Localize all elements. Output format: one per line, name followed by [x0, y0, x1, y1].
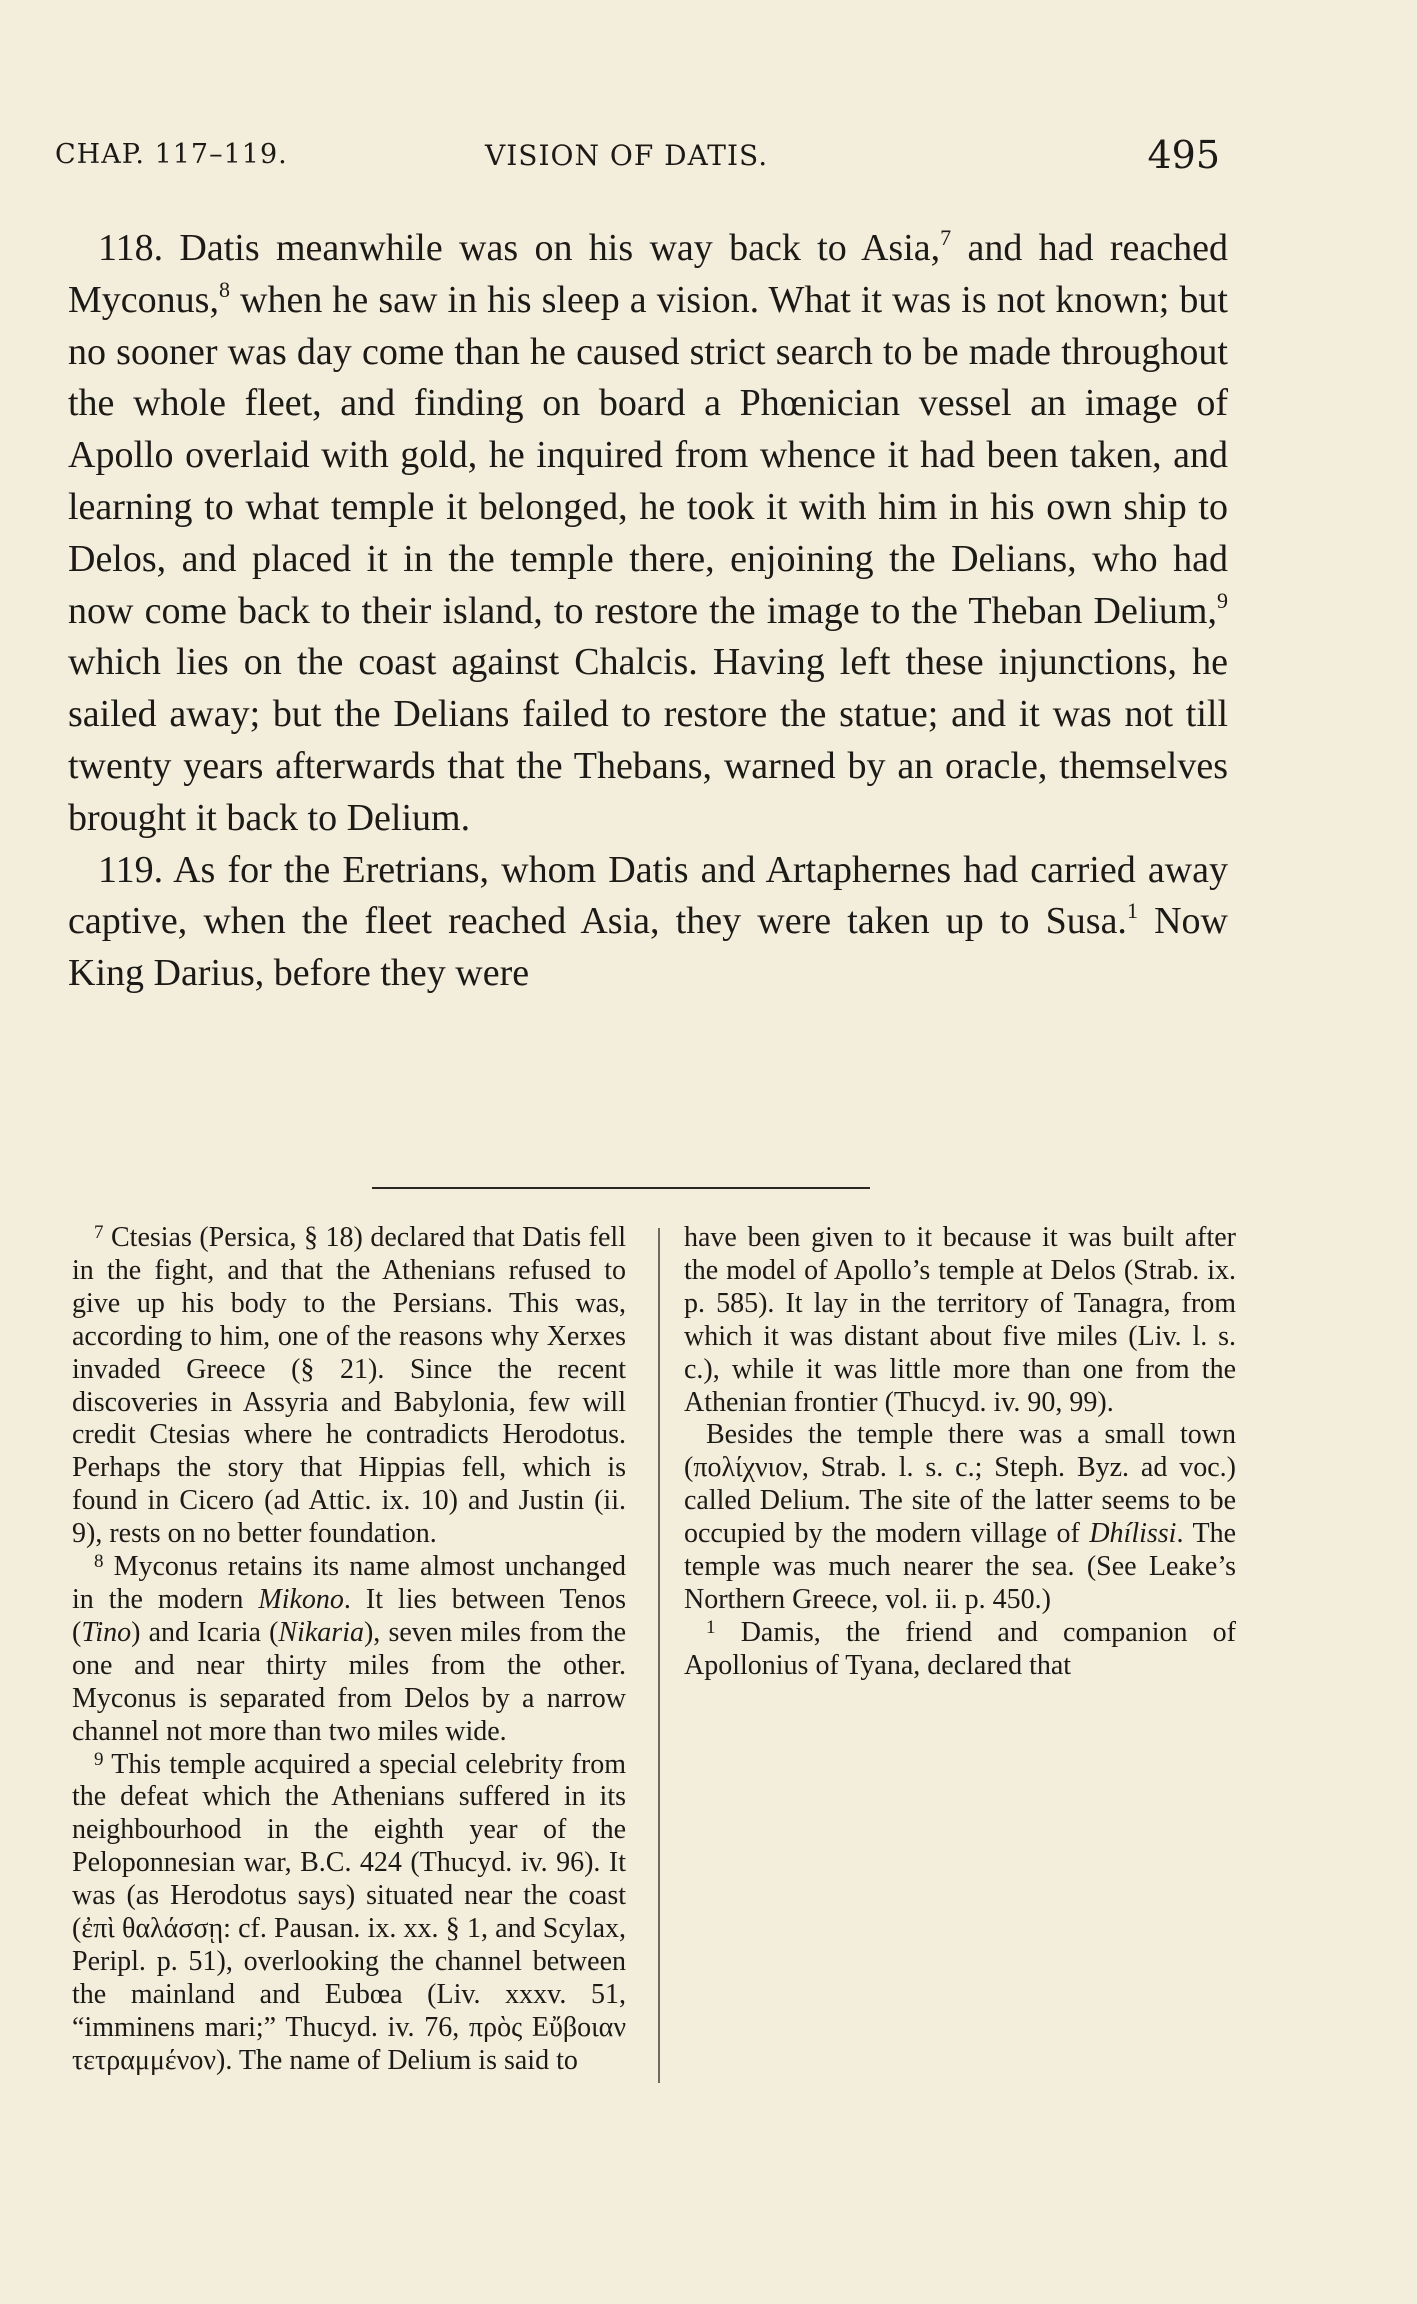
footnote-9-overflow: have been given to it because it was built after the model of Apollo’s temple at Delos (Strab. ix. p. 585). It lay in the territory of Tanagra, from which it was distant about five miles (Liv. l. s. c.), while it was little more than one from the Athenian frontier (Thucyd. iv. 90, 99).: [684, 1222, 1236, 1418]
footnote-7: $^7$ Ctesias (Persica, § 18) declared that Datis fell in the fight, and that the Athenians refused to give up his body to the Persians. This was, according to him, one of the reasons why Xerxes invaded Greece (§ 21). Since the recent discoveries in Assyria and Babylonia, few will credit Ctesias where he contradicts Herodotus. Perhaps the story that Hippias fell, which is found in Cicero (ad Attic. ix. 10) and Justin (ii. 9), rests on no better foundation.: [72, 1222, 626, 1550]
column-divider: [658, 1228, 660, 2083]
footnotes-right-column: [684, 1222, 1236, 1683]
footnote-divider: [372, 1187, 870, 1189]
chapter-reference: CHAP. 117–119.: [55, 139, 288, 170]
footnote-9-continued: Besides the temple there was a small town (πολίχνιον, Strab. l. s. c.; Steph. Byz. ad voc.) called Delium. The site of the latter seems to be occupied by the modern village of Dhílissi. The temple was much nearer the sea. (See Leake’s Northern Greece, vol. ii. p. 450.): [684, 1419, 1236, 1615]
footnote-8: $^8$ Myconus retains its name almost unchanged in the modern Mikono. It lies between Tenos (Tino) and Icaria (Nikaria), seven miles from the one and near thirty miles from the other. Myconus is separated from Delos by a narrow channel not more than two miles wide.: [72, 1551, 627, 1747]
main-text: [68, 223, 1228, 1000]
footnote-1: $^1$ Damis, the friend and companion of Apollonius of Tyana, declared that: [684, 1616, 1236, 1681]
footnote-marker-9: 9: [1217, 587, 1228, 613]
footnotes-left-column: [72, 1222, 626, 2078]
page-heading: VISION OF DATIS.: [485, 139, 769, 172]
footnote-marker-8: 8: [218, 276, 230, 302]
footnote-9: $^9$ This temple acquired a special celebrity from the defeat which the Athenians suffered in its neighbourhood in the eighth year of the Peloponnesian war, B.C. 424 (Thucyd. iv. 96). It was (as Herodotus says) situated near the coast (ἐπὶ θαλάσσῃ: cf. Pausan. ix. xx. § 1, and Scylax, Peripl. p. 51), overlooking the channel between the mainland and Eubœa (Liv. xxxv. 51, “imminens mari;” Thucyd. iv. 76, πρὸς Εὔβοιαν τετραμμένον). The name of Delium is said to: [72, 1748, 626, 2076]
page-number: 495: [1147, 133, 1220, 177]
paragraph-119: 119. As for the Eretrians, whom Datis and Artaphernes had carried away captive, when the fleet reached Asia, they were taken up to Susa.$^1$ Now King Darius, before they were: [68, 848, 1228, 995]
running-header: [55, 135, 1220, 179]
footnote-marker-7: 7: [940, 225, 952, 250]
footnote-marker-1: 1: [1126, 898, 1138, 924]
paragraph-118: 118. Datis meanwhile was on his way back to Asia,$^7$ and had reached Myconus,$^8$ when he saw in his sleep a vision. What it was is not known; but no sooner was day come than he caused strict search to be made throughout the whole fleet, and finding on board a Phœnician vessel an image of Apollo overlaid with gold, he inquired from whence it had been taken, and learning to what temple it belonged, he took it with him in his own ship to Delos, and placed it in the temple there, enjoining the Delians, who had now come back to their island, to restore the image to the Theban Delium,$^9$ which lies on the coast against Chalcis. Having left these injunctions, he sailed away; but the Delians failed to restore the statue; and it was not till twenty years afterwards that the Thebans, warned by an oracle, themselves brought it back to Delium.: [68, 225, 1228, 839]
